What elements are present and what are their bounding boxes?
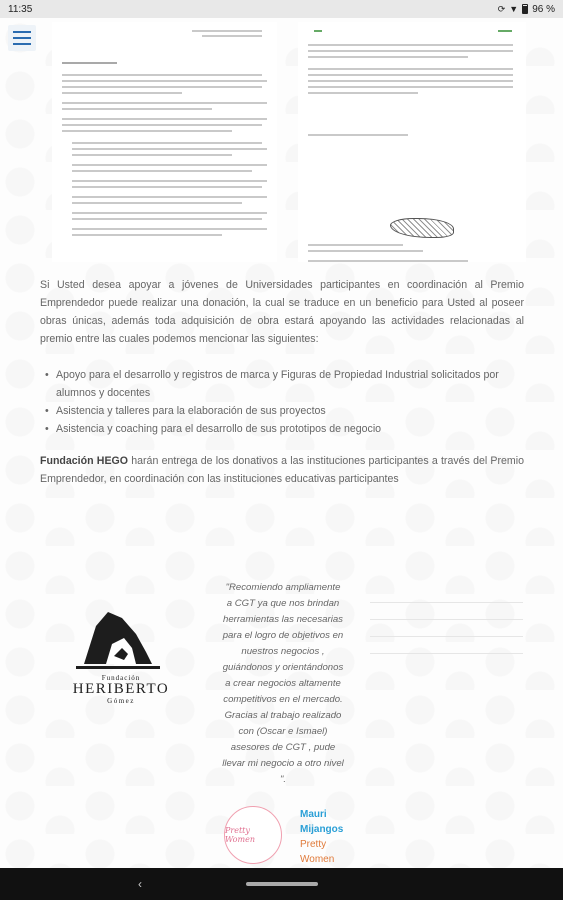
pretty-women-logo: Pretty Women [224,806,282,864]
table-row [370,603,523,620]
mini-price-table [370,586,523,654]
list-item: • Apoyo para el desarrollo y registros de marca y Figuras de Propiedad Industrial solicitados por alumnos y docentes [56,366,524,402]
author-brand-line1: Pretty [300,839,327,850]
letter-signature [390,218,454,238]
author-first-name: Mauri [300,809,327,820]
delivery-text: harán entrega de los donativos a las instituciones participantes a través del Premio Emprendedor, en coordinación con las instituciones educativas participantes [40,455,524,485]
wifi-icon: ▼ [509,4,519,14]
foundation-logo [66,604,176,714]
delivery-paragraph [40,452,524,488]
status-bar [0,0,563,18]
foundation-name: Fundación HEGO [40,455,128,467]
status-battery: 96 % [532,3,555,15]
scanned-letter-page-1 [52,22,277,262]
hamburger-menu-icon[interactable] [8,25,36,51]
system-nav-bar [0,868,563,900]
battery-icon [522,4,528,14]
back-chevron-icon[interactable]: ‹ [138,877,142,891]
testimonial-quote: "Recomiendo ampliamente a CGT ya que nos brindan herramientas las necesarias para el logro de objetivos en nuestros negocios , guiándonos y orientándonos a crear negocios altamente competitivos en el mercado. Gracias al trabajo realizado con (Oscar e Ismael) asesores de CGT , pude llevar mi negocio a otro nivel ". [222,582,344,785]
table-row [370,586,523,603]
author-last-name: Mijangos [300,824,344,835]
testimonial-author [300,807,343,867]
table-row [370,620,523,637]
foundation-logo-graphic [66,604,176,674]
home-pill[interactable] [246,882,318,886]
scanned-letter-page-2 [298,22,526,262]
donation-paragraph: Si Usted desea apoyar a jóvenes de Universidades participantes en coordinación al Premio Emprendedor puede realizar una donación, la cual se traduce en un beneficio para Usted al poseer obras únicas, además toda adquisición de obra estará apoyando las actividades relacionadas al premio entre las cuales podemos mencionar las siguientes: [40,279,524,345]
table-row [370,637,523,654]
benefits-list [56,366,524,438]
foundation-logo-line1: Fundación [101,674,141,682]
author-brand-line2: Women [300,854,335,865]
list-item: • Asistencia y talleres para la elaboración de sus proyectos [56,402,524,420]
list-item: • Asistencia y coaching para el desarrollo de sus prototipos de negocio [56,420,524,438]
status-time: 11:35 [8,3,33,15]
foundation-logo-line3: Gómez [107,697,135,705]
foundation-logo-line2: HERIBERTO [72,681,170,697]
sync-icon: ⟳ [497,3,506,14]
